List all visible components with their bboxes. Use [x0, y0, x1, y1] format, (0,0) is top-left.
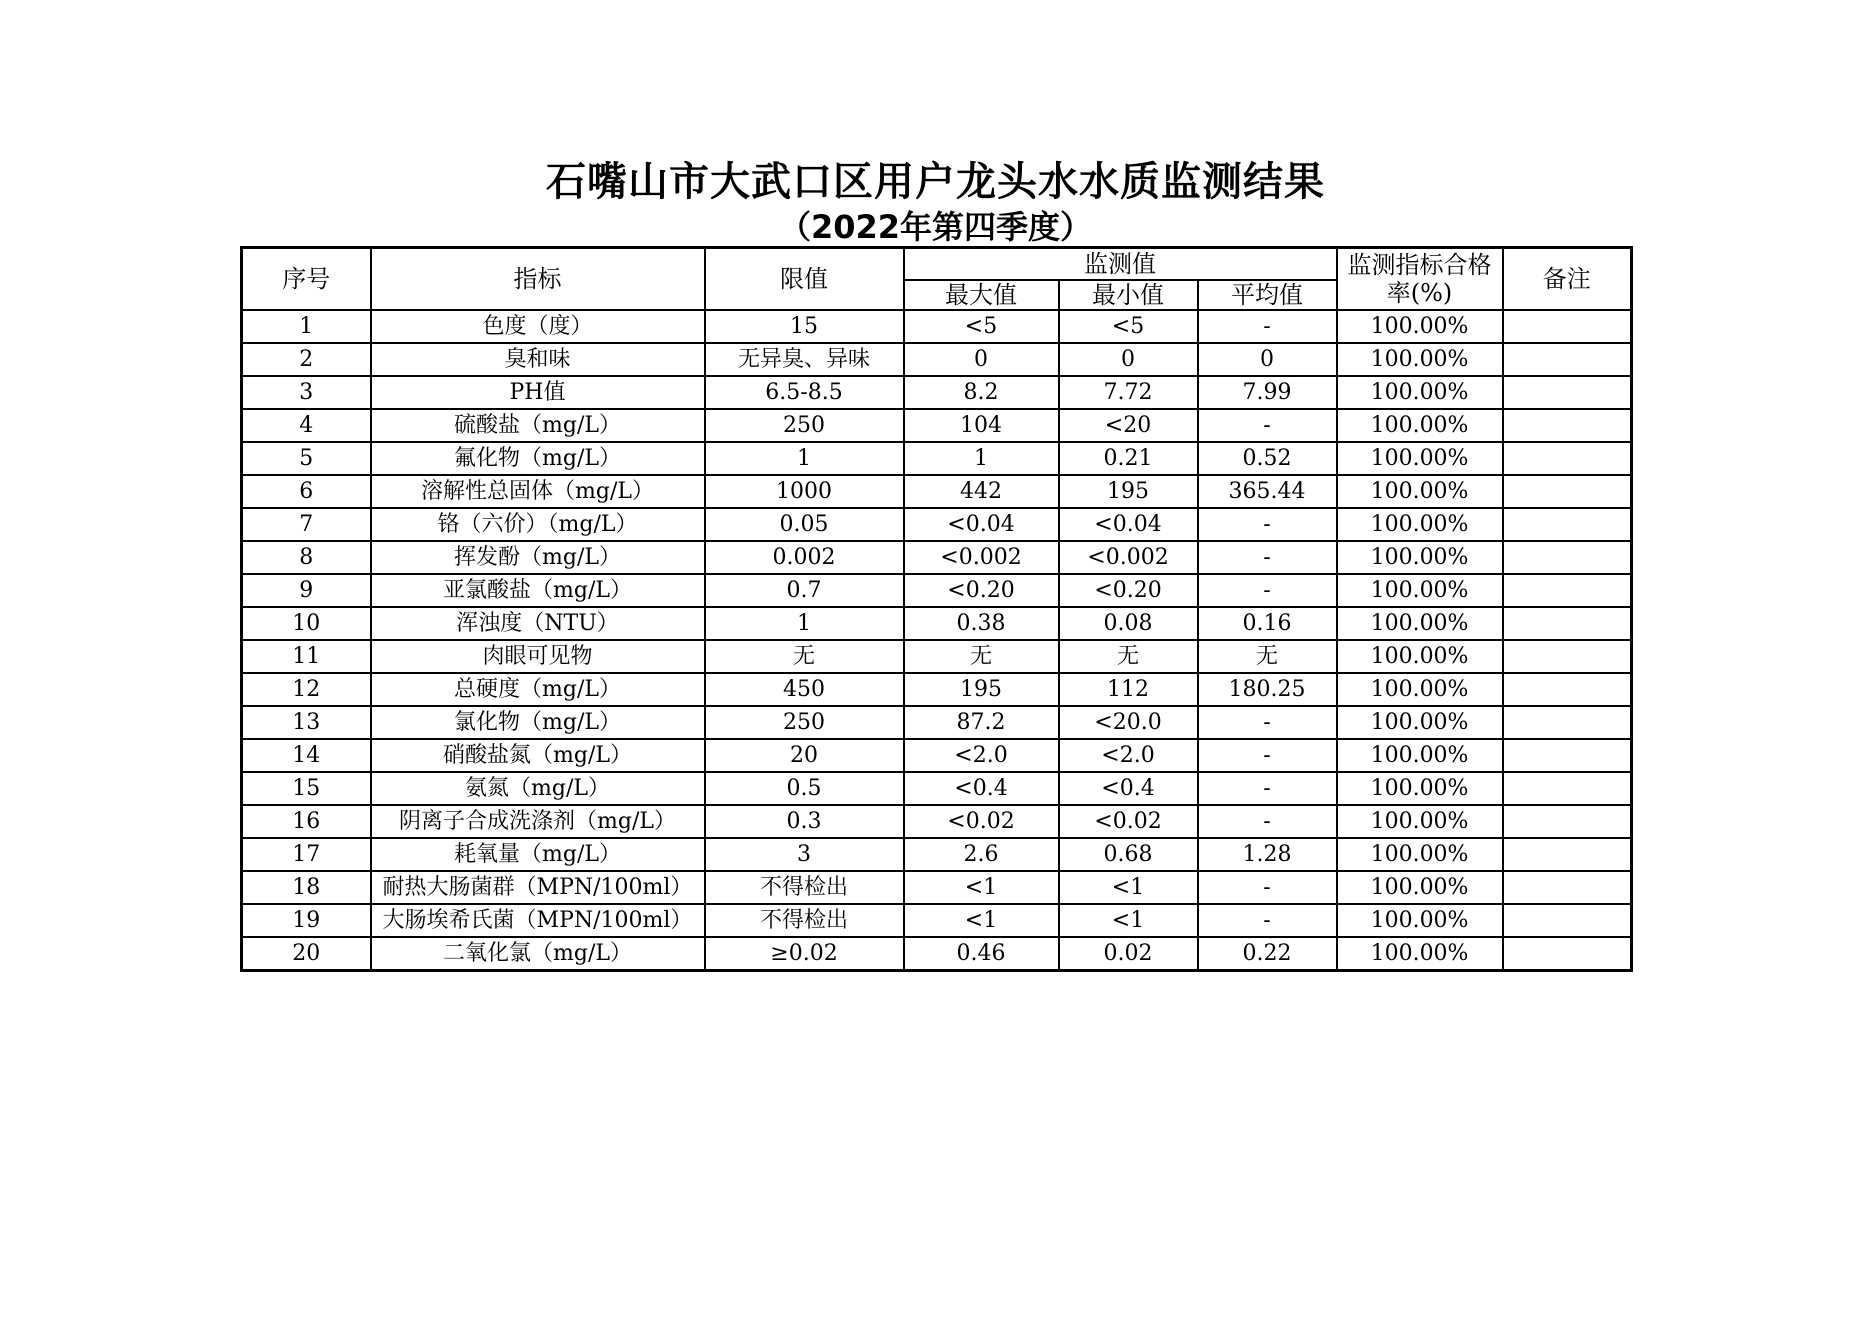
cell-pass-rate: 100.00% — [1337, 508, 1503, 541]
cell-remark — [1503, 574, 1632, 607]
cell-avg: - — [1198, 409, 1337, 442]
table-row — [242, 640, 1632, 673]
cell-indicator: PH值 — [371, 376, 705, 409]
header-max: 最大值 — [904, 280, 1059, 310]
cell-remark — [1503, 310, 1632, 343]
cell-limit: 0.7 — [705, 574, 904, 607]
cell-min: <5 — [1059, 310, 1198, 343]
cell-min: <0.04 — [1059, 508, 1198, 541]
cell-avg: - — [1198, 871, 1337, 904]
cell-max: <1 — [904, 904, 1059, 937]
cell-remark — [1503, 673, 1632, 706]
cell-min: <0.02 — [1059, 805, 1198, 838]
cell-index: 17 — [242, 838, 371, 871]
cell-pass-rate: 100.00% — [1337, 904, 1503, 937]
cell-limit: 不得检出 — [705, 871, 904, 904]
cell-min: <20 — [1059, 409, 1198, 442]
cell-avg: 180.25 — [1198, 673, 1337, 706]
cell-avg: 无 — [1198, 640, 1337, 673]
cell-indicator: 氟化物（mg/L） — [371, 442, 705, 475]
cell-index: 18 — [242, 871, 371, 904]
cell-avg: 0.52 — [1198, 442, 1337, 475]
cell-min: 0.68 — [1059, 838, 1198, 871]
cell-index: 8 — [242, 541, 371, 574]
cell-indicator: 肉眼可见物 — [371, 640, 705, 673]
cell-index: 13 — [242, 706, 371, 739]
cell-index: 7 — [242, 508, 371, 541]
header-indicator: 指标 — [371, 248, 705, 311]
cell-index: 4 — [242, 409, 371, 442]
cell-remark — [1503, 376, 1632, 409]
cell-limit: 15 — [705, 310, 904, 343]
cell-max: <0.20 — [904, 574, 1059, 607]
cell-indicator: 总硬度（mg/L） — [371, 673, 705, 706]
cell-indicator: 硝酸盐氮（mg/L） — [371, 739, 705, 772]
cell-pass-rate: 100.00% — [1337, 574, 1503, 607]
cell-remark — [1503, 409, 1632, 442]
water-quality-table — [240, 246, 1633, 972]
table-row — [242, 871, 1632, 904]
cell-limit: 无 — [705, 640, 904, 673]
cell-max: 1 — [904, 442, 1059, 475]
table-row — [242, 541, 1632, 574]
header-index: 序号 — [242, 248, 371, 311]
cell-indicator: 二氧化氯（mg/L） — [371, 937, 705, 971]
cell-max: 无 — [904, 640, 1059, 673]
cell-indicator: 铬（六价）（mg/L） — [371, 508, 705, 541]
cell-min: <1 — [1059, 871, 1198, 904]
cell-pass-rate: 100.00% — [1337, 343, 1503, 376]
cell-index: 3 — [242, 376, 371, 409]
cell-index: 2 — [242, 343, 371, 376]
cell-limit: 250 — [705, 706, 904, 739]
cell-limit: 0.5 — [705, 772, 904, 805]
cell-pass-rate: 100.00% — [1337, 673, 1503, 706]
cell-max: <0.02 — [904, 805, 1059, 838]
cell-limit: 6.5-8.5 — [705, 376, 904, 409]
cell-avg: 0 — [1198, 343, 1337, 376]
cell-avg: 365.44 — [1198, 475, 1337, 508]
cell-index: 1 — [242, 310, 371, 343]
cell-pass-rate: 100.00% — [1337, 409, 1503, 442]
cell-indicator: 氨氮（mg/L） — [371, 772, 705, 805]
header-limit: 限值 — [705, 248, 904, 311]
table-row — [242, 442, 1632, 475]
cell-min: 112 — [1059, 673, 1198, 706]
cell-min: 7.72 — [1059, 376, 1198, 409]
cell-avg: 7.99 — [1198, 376, 1337, 409]
document-subtitle: （2022年第四季度） — [778, 208, 1093, 246]
cell-min: <0.002 — [1059, 541, 1198, 574]
cell-limit: 无异臭、异味 — [705, 343, 904, 376]
cell-min: <20.0 — [1059, 706, 1198, 739]
cell-remark — [1503, 640, 1632, 673]
cell-indicator: 亚氯酸盐（mg/L） — [371, 574, 705, 607]
cell-limit: 20 — [705, 739, 904, 772]
cell-avg: - — [1198, 574, 1337, 607]
table-row — [242, 376, 1632, 409]
cell-index: 19 — [242, 904, 371, 937]
cell-avg: - — [1198, 904, 1337, 937]
cell-max: 104 — [904, 409, 1059, 442]
cell-indicator: 大肠埃希氏菌（MPN/100ml） — [371, 904, 705, 937]
cell-max: <0.4 — [904, 772, 1059, 805]
cell-avg: - — [1198, 541, 1337, 574]
cell-limit: 1 — [705, 607, 904, 640]
cell-pass-rate: 100.00% — [1337, 541, 1503, 574]
cell-max: 8.2 — [904, 376, 1059, 409]
cell-avg: - — [1198, 739, 1337, 772]
cell-pass-rate: 100.00% — [1337, 310, 1503, 343]
cell-indicator: 阴离子合成洗涤剂（mg/L） — [371, 805, 705, 838]
cell-pass-rate: 100.00% — [1337, 739, 1503, 772]
cell-min: 195 — [1059, 475, 1198, 508]
cell-pass-rate: 100.00% — [1337, 937, 1503, 971]
cell-remark — [1503, 871, 1632, 904]
table-row — [242, 574, 1632, 607]
cell-max: 87.2 — [904, 706, 1059, 739]
cell-pass-rate: 100.00% — [1337, 772, 1503, 805]
cell-remark — [1503, 343, 1632, 376]
cell-pass-rate: 100.00% — [1337, 607, 1503, 640]
cell-remark — [1503, 937, 1632, 971]
cell-remark — [1503, 805, 1632, 838]
cell-avg: - — [1198, 805, 1337, 838]
cell-min: <0.20 — [1059, 574, 1198, 607]
cell-indicator: 氯化物（mg/L） — [371, 706, 705, 739]
cell-min: <2.0 — [1059, 739, 1198, 772]
cell-remark — [1503, 706, 1632, 739]
cell-min: <0.4 — [1059, 772, 1198, 805]
cell-pass-rate: 100.00% — [1337, 871, 1503, 904]
cell-limit: ≥0.02 — [705, 937, 904, 971]
cell-avg: 1.28 — [1198, 838, 1337, 871]
cell-avg: 0.16 — [1198, 607, 1337, 640]
cell-indicator: 臭和味 — [371, 343, 705, 376]
cell-index: 9 — [242, 574, 371, 607]
cell-pass-rate: 100.00% — [1337, 805, 1503, 838]
cell-limit: 450 — [705, 673, 904, 706]
cell-index: 15 — [242, 772, 371, 805]
cell-remark — [1503, 541, 1632, 574]
cell-min: 0.08 — [1059, 607, 1198, 640]
cell-max: <2.0 — [904, 739, 1059, 772]
table-body — [242, 310, 1632, 971]
table-row — [242, 772, 1632, 805]
header-pass-rate: 监测指标合格率(%) — [1337, 248, 1503, 311]
cell-remark — [1503, 904, 1632, 937]
cell-max: 195 — [904, 673, 1059, 706]
header-measured-value: 监测值 — [904, 248, 1337, 281]
header-min: 最小值 — [1059, 280, 1198, 310]
cell-min: 0 — [1059, 343, 1198, 376]
cell-limit: 0.3 — [705, 805, 904, 838]
cell-limit: 0.002 — [705, 541, 904, 574]
cell-limit: 3 — [705, 838, 904, 871]
cell-indicator: 色度（度） — [371, 310, 705, 343]
cell-indicator: 浑浊度（NTU） — [371, 607, 705, 640]
cell-limit: 250 — [705, 409, 904, 442]
cell-indicator: 耐热大肠菌群（MPN/100ml） — [371, 871, 705, 904]
table-row — [242, 343, 1632, 376]
cell-max: <1 — [904, 871, 1059, 904]
cell-max: <0.002 — [904, 541, 1059, 574]
cell-max: 0.46 — [904, 937, 1059, 971]
table-row — [242, 739, 1632, 772]
cell-max: 442 — [904, 475, 1059, 508]
table-row — [242, 508, 1632, 541]
cell-index: 5 — [242, 442, 371, 475]
table-row — [242, 409, 1632, 442]
cell-index: 11 — [242, 640, 371, 673]
cell-remark — [1503, 508, 1632, 541]
table-row — [242, 475, 1632, 508]
cell-index: 12 — [242, 673, 371, 706]
cell-index: 20 — [242, 937, 371, 971]
cell-indicator: 硫酸盐（mg/L） — [371, 409, 705, 442]
cell-min: 0.02 — [1059, 937, 1198, 971]
cell-remark — [1503, 475, 1632, 508]
header-remark: 备注 — [1503, 248, 1632, 311]
cell-remark — [1503, 739, 1632, 772]
table-header — [242, 248, 1632, 311]
cell-max: 0 — [904, 343, 1059, 376]
cell-min: <1 — [1059, 904, 1198, 937]
table-row — [242, 904, 1632, 937]
cell-avg: - — [1198, 508, 1337, 541]
cell-pass-rate: 100.00% — [1337, 838, 1503, 871]
cell-remark — [1503, 607, 1632, 640]
cell-max: <5 — [904, 310, 1059, 343]
table-row — [242, 673, 1632, 706]
cell-remark — [1503, 772, 1632, 805]
cell-indicator: 溶解性总固体（mg/L） — [371, 475, 705, 508]
cell-remark — [1503, 442, 1632, 475]
cell-index: 14 — [242, 739, 371, 772]
cell-pass-rate: 100.00% — [1337, 640, 1503, 673]
cell-max: 2.6 — [904, 838, 1059, 871]
cell-avg: - — [1198, 706, 1337, 739]
document-title: 石嘴山市大武口区用户龙头水水质监测结果 — [546, 159, 1325, 205]
cell-avg: 0.22 — [1198, 937, 1337, 971]
cell-indicator: 挥发酚（mg/L） — [371, 541, 705, 574]
cell-index: 10 — [242, 607, 371, 640]
cell-indicator: 耗氧量（mg/L） — [371, 838, 705, 871]
cell-max: 0.38 — [904, 607, 1059, 640]
cell-max: <0.04 — [904, 508, 1059, 541]
cell-avg: - — [1198, 772, 1337, 805]
header-avg: 平均值 — [1198, 280, 1337, 310]
cell-limit: 1000 — [705, 475, 904, 508]
cell-index: 16 — [242, 805, 371, 838]
cell-pass-rate: 100.00% — [1337, 442, 1503, 475]
cell-pass-rate: 100.00% — [1337, 706, 1503, 739]
table-row — [242, 310, 1632, 343]
cell-min: 0.21 — [1059, 442, 1198, 475]
cell-index: 6 — [242, 475, 371, 508]
table-row — [242, 937, 1632, 971]
table-row — [242, 838, 1632, 871]
table-row — [242, 706, 1632, 739]
cell-min: 无 — [1059, 640, 1198, 673]
cell-remark — [1503, 838, 1632, 871]
cell-limit: 不得检出 — [705, 904, 904, 937]
table-row — [242, 607, 1632, 640]
cell-limit: 0.05 — [705, 508, 904, 541]
cell-avg: - — [1198, 310, 1337, 343]
cell-pass-rate: 100.00% — [1337, 376, 1503, 409]
cell-limit: 1 — [705, 442, 904, 475]
table-row — [242, 805, 1632, 838]
cell-pass-rate: 100.00% — [1337, 475, 1503, 508]
